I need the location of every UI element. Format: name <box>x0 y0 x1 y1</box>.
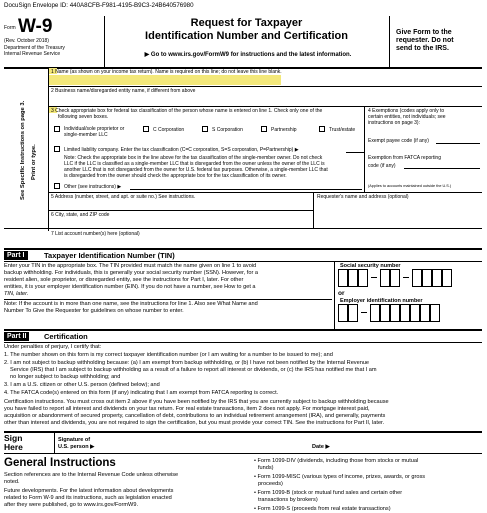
checkbox-s-corp[interactable] <box>202 126 208 132</box>
requester-label: Requester's name and address (optional) <box>317 194 409 200</box>
part2-label: Part II <box>4 332 29 341</box>
cert-instr-1: Certification instructions. You must cross out item 2 above if you have been notified by the IRS that you are currently subject to backup withholding because <box>4 399 389 405</box>
cert-item-2b: Service (IRS) that I am subject to backup withholding as a result of a failure to report all interest or dividends, or (c) the IRS has notified me that I am <box>10 367 377 373</box>
business-name-input[interactable] <box>49 94 481 105</box>
address-input[interactable] <box>49 200 312 209</box>
exemptions-3: instructions on page 3): <box>368 120 420 126</box>
department: Department of the Treasury <box>4 45 65 51</box>
exemptions-1: 4 Exemptions (codes apply only to <box>368 108 445 114</box>
cert-item-2a: 2. I am not subject to backup withholding because: (a) I am exempt from backup withholding, or (b) I have not been notified by the Internal Revenue <box>4 360 370 366</box>
account-input[interactable] <box>49 237 481 247</box>
part1-p4: entities, it is your employer identification number (EIN). If you do not have a number, see How to get a <box>4 284 256 290</box>
trust-label: Trust/estate <box>329 127 356 133</box>
date-input[interactable] <box>334 436 480 450</box>
signature-input[interactable] <box>104 436 304 450</box>
or-label: or <box>338 290 345 297</box>
name-input[interactable] <box>49 75 481 85</box>
form-number: W-9 <box>18 16 53 37</box>
applies-note: (Applies to accounts maintained outside the U.S.) <box>368 184 452 188</box>
cert-item-4: 4. The FATCA code(s) entered on this form (if any) indicating that I am exempt from FATCA reporting is correct. <box>4 390 279 396</box>
bullet-1099-s: • Form 1099-S (proceeds from real estate transactions) <box>254 506 391 512</box>
checkbox-llc[interactable] <box>54 146 60 152</box>
fatca-label-1: Exemption from FATCA reporting <box>368 155 441 161</box>
form-title-2: Identification Number and Certification <box>145 30 348 42</box>
bullet-1099-misc-b: proceeds) <box>258 481 283 487</box>
bullet-1099-div-a: • Form 1099-DIV (dividends, including those from stocks or mutual <box>254 458 419 464</box>
cert-instr-3: acquisition or abandonment of secured property, cancellation of debt, contributions to an individual retirement arrangement (IRA), and generally, payments <box>4 413 386 419</box>
c-corp-label: C Corporation <box>153 127 185 133</box>
other-input[interactable] <box>130 183 362 190</box>
bullet-1099-misc-a: • Form 1099-MISC (various types of income, prizes, awards, or gross <box>254 474 426 480</box>
give-form-3: send to the IRS. <box>396 45 449 52</box>
date-label: Date ▶ <box>312 444 330 450</box>
line6-label: 6 City, state, and ZIP code <box>51 212 110 218</box>
form-word: Form <box>4 25 16 31</box>
general-instructions-title: General Instructions <box>4 457 116 469</box>
part1-note-1: Note: If the account is in more than one name, see the instructions for line 1. Also see What Name and <box>4 301 258 307</box>
signature-label-1: Signature of <box>58 437 91 443</box>
checkbox-trust[interactable] <box>319 126 325 132</box>
ssn-label: Social security number <box>340 263 401 269</box>
here-word: Here <box>4 442 23 452</box>
future-dev-3: after they were published, go to www.irs.gov/FormW9. <box>4 502 138 508</box>
cert-item-3: 3. I am a U.S. citizen or other U.S. person (defined below); and <box>4 382 160 388</box>
exempt-payee-input[interactable] <box>436 137 480 144</box>
llc-classification-input[interactable] <box>346 146 364 153</box>
ein-input[interactable] <box>338 304 478 322</box>
fatca-label-2: code (if any) <box>368 163 396 169</box>
individual-label-1: Individual/sole proprietor or <box>64 126 125 132</box>
part1-p5: TIN, later. <box>4 291 29 297</box>
note-line-3: another LLC that is not disregarded from the owner for U.S. federal tax purposes. Otherwise, a single-member LLC that <box>64 167 328 173</box>
note-line-2: LLC if the LLC is classified as a single-member LLC that is disregarded from the owner unless the owner of the LLC is <box>64 161 325 167</box>
fatca-input[interactable] <box>404 162 480 169</box>
give-form-1: Give Form to the <box>396 29 452 36</box>
future-dev-1: Future developments. For the latest information about developments <box>4 488 174 494</box>
checkbox-partnership[interactable] <box>261 126 267 132</box>
city-input[interactable] <box>49 218 312 227</box>
sign-word: Sign <box>4 433 23 443</box>
part2-intro: Under penalties of perjury, I certify that: <box>4 344 102 350</box>
exemptions-2: certain entities, not individuals; see <box>368 114 446 120</box>
s-corp-label: S Corporation <box>212 127 243 133</box>
irs: Internal Revenue Service <box>4 51 61 57</box>
goto-link[interactable]: ▶ Go to www.irs.gov/FormW9 for instructions and the latest information. <box>144 52 352 58</box>
bullet-1099-b-a: • Form 1099-B (stock or mutual fund sales and certain other <box>254 490 403 496</box>
part1-label: Part I <box>4 251 28 260</box>
part2-title: Certification <box>44 332 88 341</box>
line1-label: 1 Name (as shown on your income tax return). Name is required on this line; do not leave this line blank. <box>51 69 282 75</box>
llc-label: Limited liability company. Enter the tax classification (C=C corporation, S=S corporation, P=Partnership) ▶ <box>64 147 299 153</box>
partnership-label: Partnership <box>271 127 297 133</box>
cert-instr-4: other than interest and dividends, you are not required to sign the certification, but you must provide your correct TIN. See the instructions for Part II, later. <box>4 420 385 426</box>
checkbox-other[interactable] <box>54 183 60 189</box>
line5-label: 5 Address (number, street, and apt. or suite no.) See instructions. <box>51 194 196 200</box>
future-dev-2: related to Form W-9 and its instructions, such as legislation enacted <box>4 495 172 501</box>
envelope-id: DocuSign Envelope ID: 440A8CFB-F981-4195-B9C3-24B640576980 <box>4 2 194 9</box>
bullet-1099-div-b: funds) <box>258 465 274 471</box>
exempt-payee-label: Exempt payee code (if any) <box>368 138 429 144</box>
checkbox-individual[interactable] <box>54 126 60 132</box>
form-header <box>4 16 482 68</box>
revision: (Rev. October 2018) <box>4 38 49 44</box>
ein-label: Employer identification number <box>340 298 423 304</box>
other-label: Other (see instructions) ▶ <box>64 184 122 190</box>
general-text-2: noted. <box>4 479 20 485</box>
general-text-1: Section references are to the Internal Revenue Code unless otherwise <box>4 472 179 478</box>
cert-item-1: 1. The number shown on this form is my correct taxpayer identification number (or I am waiting for a number to be issued to me); and <box>4 352 333 358</box>
cert-item-2c: no longer subject to backup withholding; and <box>10 374 121 380</box>
line2-label: 2 Business name/disregarded entity name, if different from above <box>51 88 196 94</box>
line3-label-b: following seven boxes. <box>58 114 109 120</box>
line3-label-a: 3 Check appropriate box for federal tax classification of the person whose name is entered on line 1. Check only one of the <box>51 108 323 114</box>
part1-title: Taxpayer Identification Number (TIN) <box>44 251 175 260</box>
part1-p3: resident alien, sole proprietor, or disregarded entity, see the instructions for Part I, later. For other <box>4 277 244 283</box>
cert-instr-2: you have failed to report all interest and dividends on your tax return. For real estate transactions, item 2 does not apply. For mortgage interest paid, <box>4 406 370 412</box>
form-title-1: Request for Taxpayer <box>190 17 303 29</box>
signature-label-2: U.S. person ▶ <box>58 444 95 450</box>
bullet-1099-b-b: transactions by brokers) <box>258 497 318 503</box>
note-line-4: is disregarded from the owner should check the appropriate box for the tax classification of its owner. <box>64 173 287 179</box>
side-instructions: See Specific Instructions on page 3. <box>20 100 26 200</box>
requester-input[interactable] <box>314 200 481 227</box>
part1-note-2: Number To Give the Requester for guidelines on whose number to enter. <box>4 308 184 314</box>
note-line-1: Note: Check the appropriate box in the line above for the tax classification of the single-member owner. Do not check <box>64 155 323 161</box>
individual-label-2: single-member LLC <box>64 132 108 138</box>
give-form-2: requester. Do not <box>396 37 454 44</box>
ssn-input[interactable] <box>338 269 478 287</box>
part1-p2: backup withholding. For individuals, this is generally your social security number (SSN). However, for a <box>4 270 259 276</box>
line7-label: 7 List account number(s) here (optional) <box>51 231 140 237</box>
side-print: Print or type. <box>31 144 37 180</box>
checkbox-c-corp[interactable] <box>143 126 149 132</box>
part1-p1: Enter your TIN in the appropriate box. The TIN provided must match the name given on line 1 to avoid <box>4 263 257 269</box>
